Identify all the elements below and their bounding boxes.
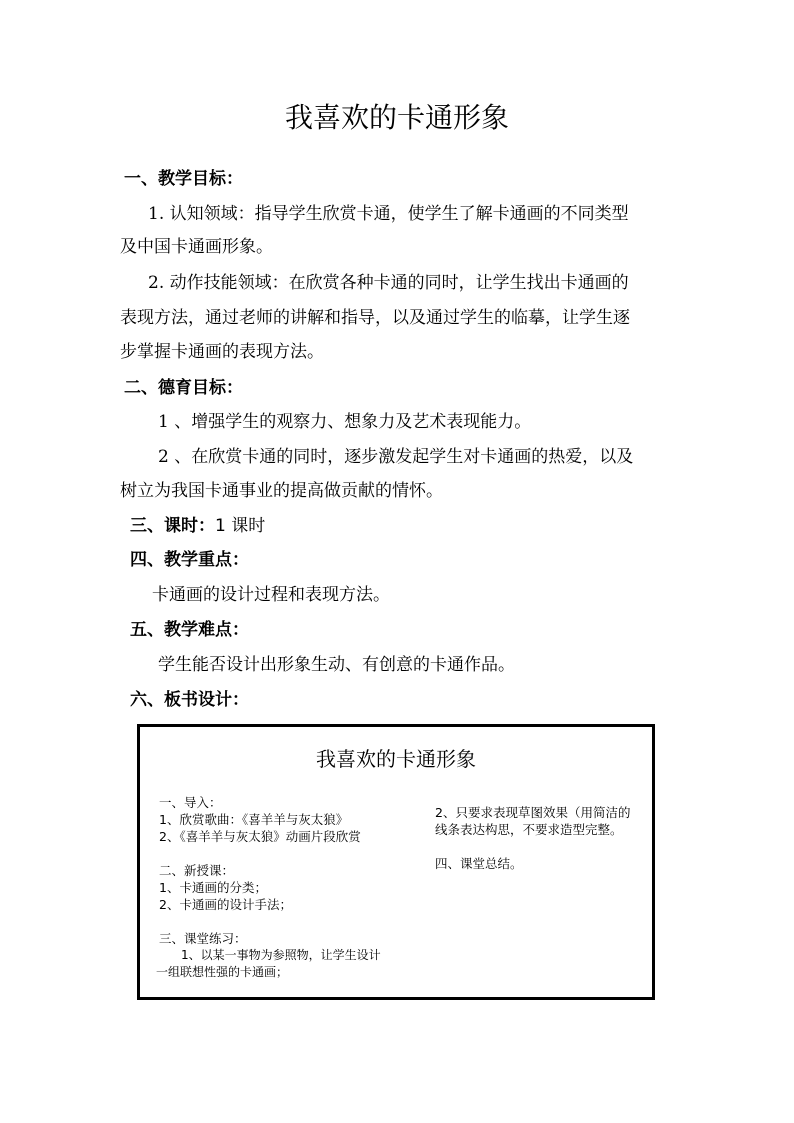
section-heading-key-points: 四、教学重点： [130,550,249,570]
board-intro-heading: 一、导入： [159,795,222,810]
section-heading-difficulties: 五、教学难点： [130,620,249,640]
board-intro-item-1: 1、欣赏歌曲：《喜羊羊与灰太狼》 [159,812,349,827]
section-heading-moral-goals: 二、德育目标： [124,378,243,398]
board-practice-heading: 三、课堂练习： [159,931,247,946]
class-hours-value: 1 课时 [215,516,266,536]
board-design-box [137,724,655,1000]
board-summary: 四、课堂总结。 [435,856,523,871]
key-points-text: 卡通画的设计过程和表现方法。 [152,585,390,605]
moral-goal-2-line-2: 树立为我国卡通事业的提高做贡献的情怀。 [120,481,443,501]
cognitive-goal-line-1: 1. 认知领域：指导学生欣赏卡通，使学生了解卡通画的不同类型 [148,204,629,224]
section-heading-teaching-goals: 一、教学目标： [124,169,243,189]
moral-goal-2-line-1: 2 、在欣赏卡通的同时，逐步激发起学生对卡通画的热爱，以及 [158,447,634,467]
board-practice-item-1-line-2: 一组联想性强的卡通画； [156,965,289,979]
board-intro-item-2: 2、《喜羊羊与灰太狼》动画片段欣赏 [159,829,361,844]
difficulties-text: 学生能否设计出形象生动、有创意的卡通作品。 [158,655,515,675]
skill-goal-line-2: 表现方法，通过老师的讲解和指导，以及通过学生的临摹，让学生逐 [120,308,630,328]
board-new-lesson-item-2: 2、卡通画的设计手法； [159,897,292,912]
board-title: 我喜欢的卡通形象 [316,747,476,771]
section-heading-class-hours [130,514,265,538]
board-new-lesson-heading: 二、新授课： [159,863,235,878]
board-left-column [156,794,381,981]
board-sketch-item-line-2: 线条表达构思，不要求造型完整。 [435,822,623,837]
board-practice-item-1-line-1: 1、以某一事物为参照物，让学生设计 [181,948,381,962]
board-new-lesson-item-1: 1、卡通画的分类； [159,880,267,895]
document-title: 我喜欢的卡通形象 [284,101,509,134]
class-hours-label: 三、课时： [130,516,215,536]
section-heading-board-design: 六、板书设计： [130,690,249,710]
board-sketch-item-line-1: 2、只要求表现草图效果（用简洁的 [435,805,631,820]
skill-goal-line-1: 2. 动作技能领域：在欣赏各种卡通的同时，让学生找出卡通画的 [148,273,629,293]
board-right-column [435,804,630,872]
cognitive-goal-line-2: 及中国卡通画形象。 [120,237,273,257]
moral-goal-1: 1 、增强学生的观察力、想象力及艺术表现能力。 [158,412,532,432]
skill-goal-line-3: 步掌握卡通画的表现方法。 [120,342,324,362]
